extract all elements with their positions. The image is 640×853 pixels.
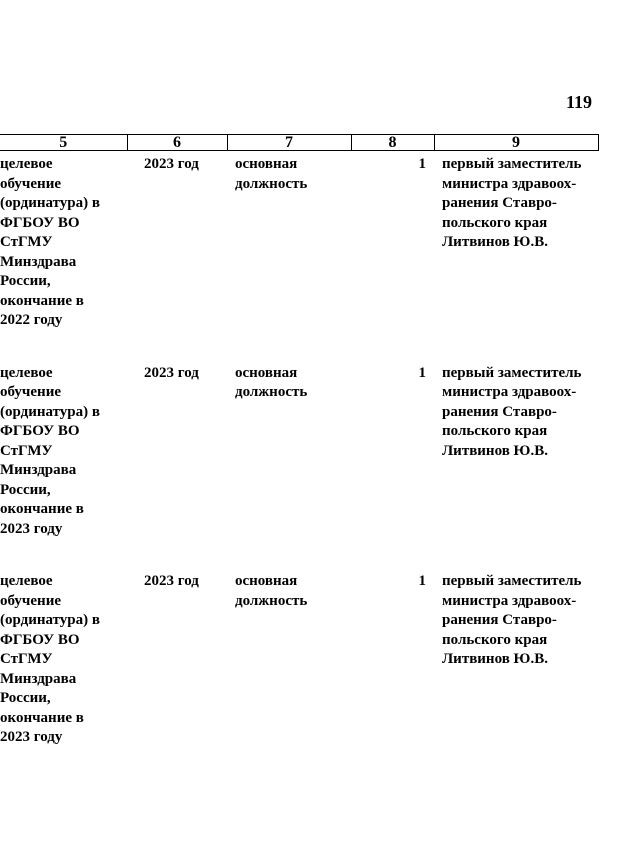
cell-line: Литвинов Ю.В. xyxy=(442,651,548,667)
cell-line: обучение xyxy=(0,592,61,609)
cell-year: 2023 год xyxy=(144,573,199,589)
cell-year: 2023 год xyxy=(144,156,199,172)
cell-line: СтГМУ xyxy=(0,234,53,250)
cell-year: 2023 год xyxy=(144,364,199,381)
cell-line: основная xyxy=(235,156,298,172)
cell-line: России, xyxy=(0,273,51,289)
cell-line: ранения Ставро- xyxy=(442,612,557,628)
cell-line: обучение xyxy=(0,384,61,400)
cell-line: окончание в xyxy=(0,292,84,309)
cell-line: Литвинов Ю.В. xyxy=(442,234,548,250)
table-row xyxy=(0,151,598,364)
cell-line: СтГМУ xyxy=(0,442,53,459)
cell-line: 2023 году xyxy=(0,729,63,745)
appointments-table-wrap xyxy=(0,134,598,781)
cell-line: целевое xyxy=(0,573,53,589)
column-header-5: 5 xyxy=(0,135,127,151)
cell-responsible-official xyxy=(434,364,598,573)
cell-line: основная xyxy=(235,573,298,589)
cell-line: ФГБОУ ВО xyxy=(0,631,80,648)
cell-count: 1 xyxy=(418,573,426,589)
cell-line: целевое xyxy=(0,364,53,381)
cell-line: Минздрава xyxy=(0,462,77,478)
table-header-row xyxy=(0,135,598,151)
cell-position-type xyxy=(227,364,351,573)
cell-line: польского края xyxy=(442,214,548,231)
cell-training-basis xyxy=(0,572,127,781)
table-body xyxy=(0,151,598,781)
table-row xyxy=(0,364,598,573)
cell-line: России, xyxy=(0,481,51,498)
cell-line: ранения Ставро- xyxy=(442,403,557,420)
cell-line: окончание в xyxy=(0,709,84,726)
column-header-7: 7 xyxy=(227,135,351,151)
cell-line: Литвинов Ю.В. xyxy=(442,442,548,459)
cell-line: 2023 году xyxy=(0,520,63,537)
cell-line: польского края xyxy=(442,631,548,648)
cell-count: 1 xyxy=(418,364,426,381)
cell-line: окончание в xyxy=(0,501,84,517)
page-number: 119 xyxy=(565,92,592,112)
cell-line: России, xyxy=(0,690,51,706)
cell-count: 1 xyxy=(418,156,426,172)
cell-line: Минздрава xyxy=(0,253,77,270)
appointments-table xyxy=(0,134,599,781)
cell-line: ФГБОУ ВО xyxy=(0,423,80,439)
column-header-8: 8 xyxy=(351,135,434,151)
cell-line: основная xyxy=(235,364,298,381)
cell-responsible-official xyxy=(434,572,598,781)
cell-line: первый заместитель xyxy=(442,364,582,381)
cell-line: целевое xyxy=(0,156,53,172)
cell-line: обучение xyxy=(0,175,61,192)
cell-line: должность xyxy=(235,384,308,400)
cell-line: (ординатура) в xyxy=(0,403,100,420)
cell-line: ФГБОУ ВО xyxy=(0,214,80,231)
cell-responsible-official xyxy=(434,151,598,364)
table-header xyxy=(0,135,598,151)
cell-position-type xyxy=(227,572,351,781)
cell-line: министра здравоох- xyxy=(442,175,577,192)
column-header-6: 6 xyxy=(127,135,227,151)
cell-position-type xyxy=(227,151,351,364)
cell-line: первый заместитель xyxy=(442,156,582,172)
cell-line: ранения Ставро- xyxy=(442,195,557,211)
cell-line: СтГМУ xyxy=(0,651,53,667)
cell-training-basis xyxy=(0,151,127,364)
table-row xyxy=(0,572,598,781)
cell-line: министра здравоох- xyxy=(442,384,577,400)
cell-line: Минздрава xyxy=(0,670,77,687)
cell-line: первый заместитель xyxy=(442,573,582,589)
cell-line: должность xyxy=(235,175,308,192)
cell-line: (ординатура) в xyxy=(0,195,100,211)
column-header-9: 9 xyxy=(434,135,598,151)
cell-training-basis xyxy=(0,364,127,573)
cell-line: 2022 году xyxy=(0,312,63,328)
cell-line: польского края xyxy=(442,423,548,439)
cell-line: (ординатура) в xyxy=(0,612,100,628)
cell-line: должность xyxy=(235,592,308,609)
cell-line: министра здравоох- xyxy=(442,592,577,609)
